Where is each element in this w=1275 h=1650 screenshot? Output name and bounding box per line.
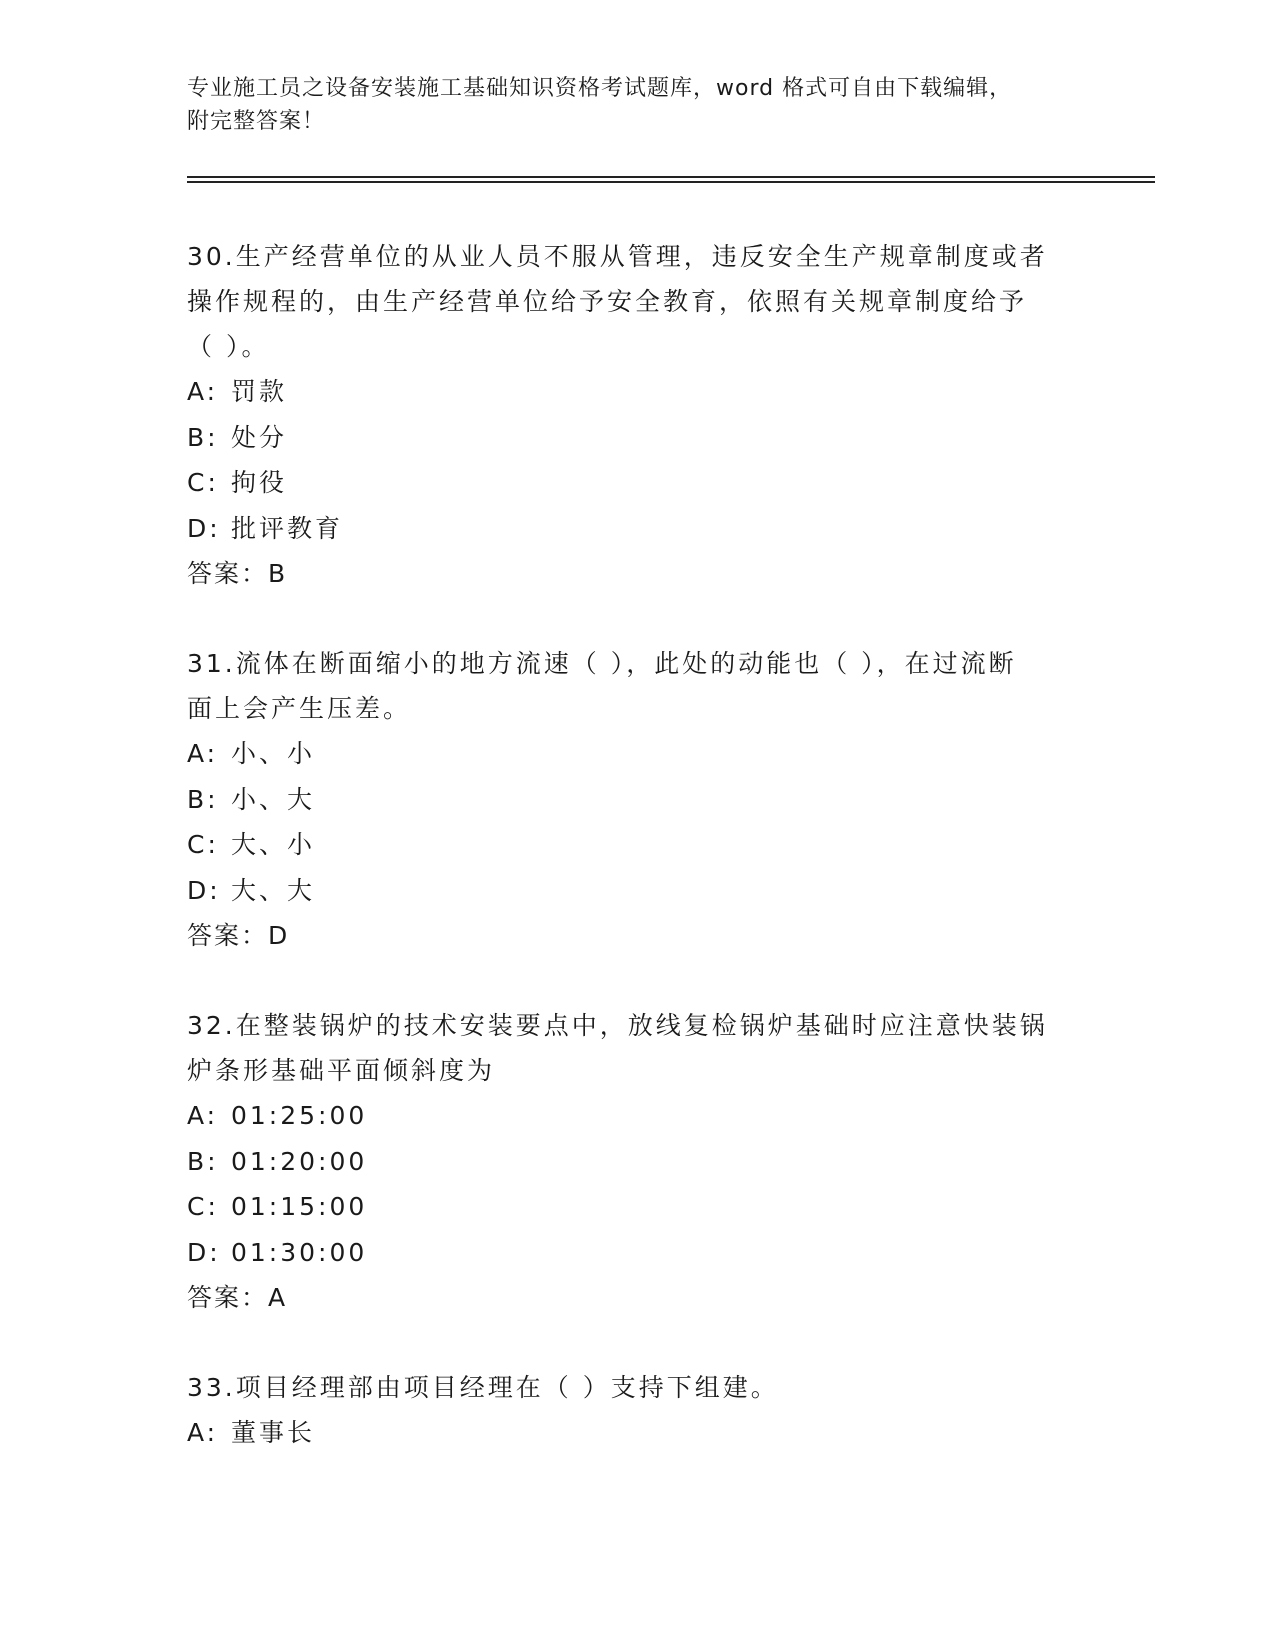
option-text: 01:20:00 — [231, 1146, 368, 1176]
answer-option — [187, 777, 1087, 823]
option-letter: C: — [187, 1192, 219, 1221]
header-line-1: 专业施工员之设备安装施工基础知识资格考试题库，word 格式可自由下载编辑， — [187, 76, 1013, 101]
option-text: 大、大 — [231, 875, 316, 905]
question-text: 流体在断面缩小的地方流速（ ），此处的动能也（ ），在过流断 — [235, 649, 1017, 678]
header-line-2: 附完整答案！ — [187, 109, 326, 134]
question-stem-line — [187, 1048, 1087, 1093]
option-letter: D: — [187, 875, 221, 905]
option-text: 董事长 — [231, 1418, 316, 1447]
option-text: 批评教育 — [231, 513, 344, 543]
question-text: 炉条形基础平面倾斜度为 — [187, 1056, 496, 1085]
question-block — [187, 234, 1087, 596]
question-block — [187, 641, 1087, 958]
header-divider-bottom — [187, 181, 1155, 183]
question-text: 在整装锅炉的技术安装要点中，放线复检锅炉基础时应注意快装锅 — [235, 1011, 1048, 1040]
option-text: 拘役 — [231, 468, 288, 497]
answer-option — [187, 868, 1087, 914]
question-stem-line — [187, 279, 1087, 324]
answer-option — [187, 822, 1087, 868]
answer-option — [187, 1139, 1087, 1185]
answer-option — [187, 731, 1087, 777]
option-text: 01:30:00 — [231, 1237, 368, 1267]
option-text: 小、小 — [231, 739, 316, 768]
answer-option — [187, 1184, 1087, 1230]
question-text: 生产经营单位的从业人员不服从管理，违反安全生产规章制度或者 — [235, 242, 1048, 271]
question-text: 操作规程的，由生产经营单位给予安全教育，依照有关规章制度给予 — [187, 287, 1028, 316]
option-letter: A: — [187, 1101, 219, 1130]
question-text: 项目经理部由项目经理在（ ）支持下组建。 — [235, 1373, 779, 1402]
option-text: 罚款 — [231, 377, 288, 406]
answer-option — [187, 1230, 1087, 1276]
question-text: （ ）。 — [187, 332, 270, 361]
question-stem-first-line — [187, 234, 1087, 279]
option-letter: C: — [187, 468, 219, 497]
option-letter: D: — [187, 1237, 221, 1267]
answer-option — [187, 1410, 1087, 1456]
header-divider-top — [187, 176, 1155, 178]
option-text: 01:15:00 — [231, 1192, 368, 1221]
question-text: 面上会产生压差。 — [187, 694, 412, 723]
answer-key: 答案：B — [187, 559, 288, 588]
option-letter: C: — [187, 830, 219, 859]
option-letter: B: — [187, 784, 219, 814]
option-text: 处分 — [231, 422, 288, 452]
question-number: 30. — [187, 242, 236, 271]
answer-option — [187, 460, 1087, 506]
question-block — [187, 1003, 1087, 1320]
question-stem-line — [187, 324, 1087, 369]
question-number: 31. — [187, 649, 236, 678]
question-list — [187, 234, 1087, 1501]
question-stem-line — [187, 686, 1087, 731]
option-letter: B: — [187, 1146, 219, 1176]
option-text: 小、大 — [231, 784, 316, 814]
answer-option — [187, 1093, 1087, 1139]
question-stem-first-line — [187, 1003, 1087, 1048]
option-letter: A: — [187, 377, 219, 406]
option-text: 01:25:00 — [231, 1101, 368, 1130]
option-text: 大、小 — [231, 830, 316, 859]
answer-option — [187, 415, 1087, 461]
answer-key: 答案：A — [187, 1283, 288, 1312]
option-letter: A: — [187, 739, 219, 768]
option-letter: A: — [187, 1418, 219, 1447]
question-number: 32. — [187, 1011, 236, 1040]
document-header — [187, 72, 1067, 138]
question-stem-first-line — [187, 641, 1087, 686]
answer-key: 答案：D — [187, 921, 290, 950]
answer-option — [187, 369, 1087, 415]
option-letter: B: — [187, 422, 219, 452]
option-letter: D: — [187, 513, 221, 543]
answer-option — [187, 506, 1087, 552]
question-number: 33. — [187, 1373, 236, 1402]
question-block — [187, 1365, 1087, 1456]
question-stem-first-line — [187, 1365, 1087, 1410]
